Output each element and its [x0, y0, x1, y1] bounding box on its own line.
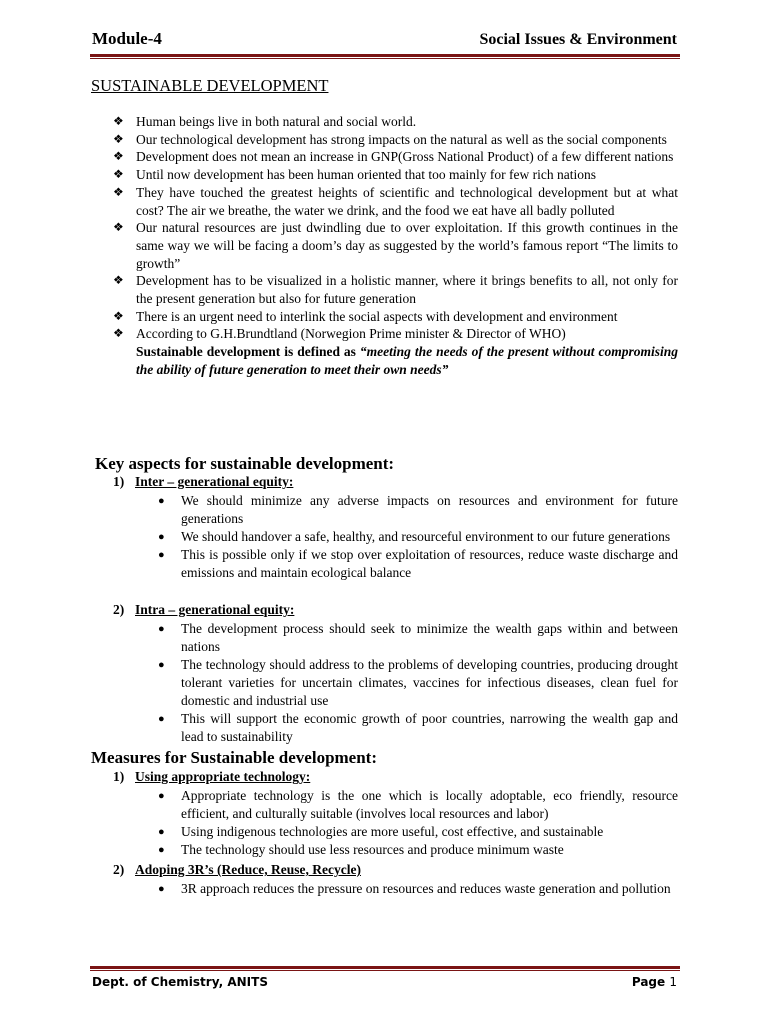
footer-rule-thin	[90, 970, 680, 971]
diamond-bullet-icon: ❖	[113, 326, 124, 341]
diamond-bullet-icon: ❖	[113, 308, 124, 323]
page-header	[92, 29, 677, 51]
definition-lead: Sustainable development is defined as	[136, 344, 360, 360]
bullet-dot-icon: ●	[158, 826, 165, 838]
list-item: ❖ There is an urgent need to interlink the social aspects with development and environment	[113, 308, 618, 324]
measures-heading: Measures for Sustainable development:	[91, 748, 378, 767]
list-item: ❖ Human beings live in both natural and social world.	[113, 114, 417, 129]
list-item: ❖ Development does not mean an increase in GNP(Gross National Product) of a few different nations	[113, 149, 674, 165]
bullet-dot-icon: ●	[158, 713, 165, 725]
list-item: ● The technology should use less resources and produce minimum waste	[158, 842, 564, 857]
bullet-dot-icon: ●	[158, 844, 165, 856]
page-number: Page 1	[631, 975, 677, 989]
header-rule-thick	[90, 54, 680, 57]
list-item: ● 3R approach reduces the pressure on resources and reduces waste generation and pollution	[158, 881, 671, 896]
definition	[136, 344, 678, 377]
bullet-dot-icon: ●	[158, 659, 165, 671]
measure-technology-list	[158, 787, 678, 859]
diamond-bullet-icon: ❖	[113, 131, 124, 146]
bullet-dot-icon: ●	[158, 623, 165, 635]
aspect-intra-list	[158, 620, 678, 746]
diamond-bullet-icon: ❖	[113, 149, 124, 164]
measure-3r-list	[158, 880, 678, 898]
list-item: ❖ Development has to be visualized in a holistic manner, where it brings benefits to all, not only for the present generation but also for future generation	[113, 273, 678, 307]
measure-technology-heading: 1) Using appropriate technology:	[113, 769, 311, 784]
list-item: ❖ They have touched the greatest heights of scientific and technological development but at what cost? The air we breathe, the water we drink, and the food we eat have all badly polluted	[113, 184, 678, 218]
diamond-bullet-icon: ❖	[113, 114, 124, 128]
footer-rule-thick	[90, 966, 680, 969]
diamond-bullet-icon: ❖	[113, 220, 124, 235]
aspect-inter-list	[158, 492, 678, 582]
list-item: ❖ Our technological development has strong impacts on the natural as well as the social components	[113, 131, 667, 147]
aspect-inter-heading: 1) Inter – generational equity:	[113, 474, 294, 489]
subject-label: Social Issues & Environment	[479, 31, 677, 48]
intro-list	[113, 113, 678, 379]
diamond-bullet-icon: ❖	[113, 273, 124, 288]
list-item: ❖ According to G.H.Brundtland (Norwegion Prime minister & Director of WHO) Sustainable development is defined as “meeting the needs of the present without compromising the ability of future generation to meet their own needs”	[113, 326, 678, 377]
list-item: ❖ Until now development has been human oriented that too mainly for few rich nations	[113, 167, 597, 183]
diamond-bullet-icon: ❖	[113, 167, 124, 182]
list-item: ● The technology should address to the problems of developing countries, producing drought tolerant varieties for uncertain climates, vaccines for infectious diseases, clean fuel for domestic and industrial use	[158, 657, 678, 708]
header-rule-thin	[90, 58, 680, 59]
diamond-bullet-icon: ❖	[113, 184, 124, 199]
list-item: ● We should handover a safe, healthy, and resourceful environment to our future generations	[158, 529, 671, 544]
bullet-dot-icon: ●	[158, 531, 165, 543]
aspect-intra-heading: 2) Intra – generational equity:	[113, 602, 295, 617]
bullet-dot-icon: ●	[158, 790, 165, 802]
bullet-dot-icon: ●	[158, 495, 165, 507]
page-title: SUSTAINABLE DEVELOPMENT	[91, 76, 329, 95]
key-aspects-heading: Key aspects for sustainable development:	[95, 454, 395, 473]
list-item: ● We should minimize any adverse impacts on resources and environment for future generations	[158, 493, 678, 526]
list-item: ● Using indigenous technologies are more useful, cost effective, and sustainable	[158, 824, 604, 839]
definition-quote: “meeting the needs of the present without compromising the ability of future generation to meet their own needs”	[136, 344, 678, 377]
list-item: ● This will support the economic growth of poor countries, narrowing the wealth gap and lead to sustainability	[158, 711, 678, 744]
measure-3r-heading: 2) Adoping 3R’s (Reduce, Reuse, Recycle)	[113, 862, 361, 877]
list-item: ● This is possible only if we stop over exploitation of resources, reduce waste discharge and emissions and maintain ecological balance	[158, 547, 678, 580]
list-item: ● The development process should seek to minimize the wealth gaps within and between nations	[158, 621, 678, 654]
bullet-dot-icon: ●	[158, 883, 165, 895]
module-label: Module-4	[92, 29, 162, 48]
list-item: ● Appropriate technology is the one which is locally adoptable, eco friendly, resource efficient, and culturally suitable (involves local resources and labor)	[158, 788, 678, 821]
list-item: ❖ Our natural resources are just dwindling due to over exploitation. If this growth continues in the same way we will be facing a doom’s day as suggested by the world’s famous report “The limits to growth”	[113, 220, 678, 271]
department-label: Dept. of Chemistry, ANITS	[92, 975, 268, 989]
page-footer	[92, 975, 677, 995]
bullet-dot-icon: ●	[158, 549, 165, 561]
